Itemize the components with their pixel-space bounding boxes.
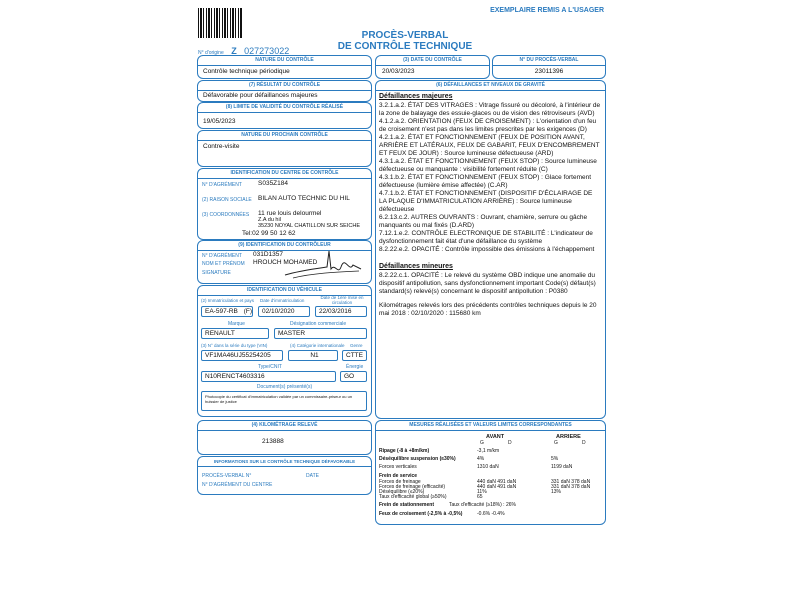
pv-title: N° DU PROCÈS-VERBAL [493, 56, 605, 66]
cat-label: (4) Catégorie internationale [290, 343, 345, 348]
copy-label: EXEMPLAIRE REMIS A L'USAGER [490, 7, 604, 14]
title-line-2: DE CONTRÔLE TECHNIQUE [337, 41, 473, 52]
docs-note: Photocopie du certificat d'immatriculation validée par un commissaire-priseur ou un huissier de justice [205, 394, 353, 404]
marque-field: RENAULT [201, 328, 269, 339]
date-immat-field: 02/10/2020 [258, 306, 310, 317]
date-value: 20/03/2023 [382, 68, 415, 75]
number-label: N° d'origine [198, 50, 224, 56]
front-d: D [508, 440, 512, 446]
measure-front-value: 1310 daN [477, 464, 499, 470]
measure-label: Déséquilibre (≤20%) [379, 489, 425, 495]
defects-title: (6) DÉFAILLANCES ET NIVEAUX DE GRAVITÉ [376, 81, 605, 91]
cat-field: N1 [288, 350, 338, 361]
immat-value: EA-597-RB [205, 308, 238, 315]
unfav-pv-label: PROCÈS-VERBAL N° [202, 473, 252, 479]
major-defect-list [379, 102, 601, 254]
measure-label: Forces de freinage (efficacité) [379, 484, 446, 490]
next-box [197, 130, 372, 167]
type-label: Type/CNIT [258, 364, 282, 370]
minor-heading: Défaillances mineures [379, 263, 453, 270]
validity-box [197, 102, 372, 129]
docs-label: Document(s) présenté(s) [256, 384, 313, 390]
validity-value: 19/05/2023 [203, 118, 236, 125]
measure-front-value: 4% [477, 456, 485, 462]
defect-item: 4.3.1.a.2. ÉTAT ET FONCTIONNEMENT (FEUX STOP) : Source lumineuse défectueuse ou manquante : visibilité fortement réduite (C) [379, 158, 597, 173]
validity-title: (8) LIMITE DE VALIDITÉ DU CONTRÔLE RÉALISÉ [198, 103, 371, 113]
date-immat-label: Date d'immatriculation [260, 298, 305, 303]
designation-field: MASTER [274, 328, 367, 339]
controller-title: (9) IDENTIFICATION DU CONTRÔLEUR [198, 241, 371, 251]
measures-front-header: AVANT [486, 434, 505, 440]
controller-box [197, 240, 372, 284]
result-value: Défavorable pour défaillances majeures [203, 92, 318, 99]
front-g: G [480, 440, 484, 446]
measure-label: Forces de freinage [379, 479, 421, 485]
measure-front-value: Taux d'efficacité (≥18%) : 26% [449, 502, 516, 508]
marque-label: Marque [228, 321, 245, 327]
energie-label: Énergie [346, 364, 364, 370]
title-line-1: PROCÈS-VERBAL [361, 30, 449, 41]
vin-field: VF1MA46UJ55254205 [201, 350, 283, 361]
measure-label: Frein de stationnement [379, 502, 435, 508]
document-number: 027273022 [244, 46, 290, 56]
measure-front-value: 65 [477, 494, 483, 500]
measure-front-value: 440 daN 491 daN [477, 479, 517, 485]
vehicle-box [197, 285, 372, 417]
defect-item: 4.1.2.a.2. ORIENTATION (FEUX DE CROISEMENT) : L'orientation d'un feu de croisement n'est pas dans les limites prescrites par les exigences (D) [379, 118, 597, 133]
measure-front-value: 11% [477, 489, 487, 495]
defect-item: 7.12.1.e.2. CONTRÔLE ELECTRONIQUE DE STABILITÉ : L'indicateur de dysfonctionnement fait état d'une défaillance du système [379, 230, 593, 245]
controller-agrement: 031D1357 [253, 251, 283, 258]
date-first-field: 22/03/2016 [315, 306, 367, 317]
center-coord-label: (3) COORDONNÉES [202, 212, 250, 218]
controller-name-label: NOM ET PRÉNOM [202, 261, 245, 267]
controller-agrement-label: N° D'AGRÉMENT [202, 253, 242, 259]
date-title: (3) DATE DU CONTRÔLE [376, 56, 489, 66]
measure-label: Feux de croisement (-2,5% à -0,5%) [379, 511, 463, 517]
measure-front-value: -3,1 m/km [477, 448, 500, 454]
center-addr1: 11 rue louis delourmel [258, 210, 322, 217]
center-raison: BILAN AUTO TECHNIC DU HIL [258, 195, 350, 202]
date-box [375, 55, 490, 79]
measure-rear-value: 13% [551, 489, 562, 495]
nature-box [197, 55, 372, 79]
defect-item: 8.2.22.e.2. OPACITÉ : Contrôle impossible des émissions à l'échappement [379, 246, 595, 253]
measure-front-value: -0.6% -0.4% [477, 511, 505, 517]
measure-label: Ripage (-8 à +8m/km) [379, 448, 430, 454]
measure-label: Déséquilibre suspension (≤30%) [379, 456, 456, 462]
vin-label: (3) N° dans la série du type (VIN) [201, 343, 268, 348]
measure-front-value: 440 daN 491 daN [477, 484, 517, 490]
designation-label: Désignation commerciale [290, 321, 347, 327]
nature-title: NATURE DU CONTRÔLE [198, 56, 371, 66]
docs-field [201, 391, 367, 411]
center-agrement: S035Z184 [258, 180, 288, 187]
center-agrement-label: N° D'AGRÉMENT [202, 182, 242, 188]
country-value: (F) [243, 308, 252, 315]
measures-box [375, 420, 606, 525]
center-addr2: Z.A du hil [258, 217, 281, 223]
next-value: Contre-visite [203, 143, 240, 150]
center-addr3: 35230 NOYAL CHATILLON SUR SEICHE [258, 223, 360, 229]
rear-g: G [554, 440, 558, 446]
date-first-label: Date de 1ère mise en circulation [320, 295, 364, 305]
unfav-agrement-label: N° D'AGRÉMENT DU CENTRE [202, 482, 273, 488]
result-box [197, 80, 372, 102]
center-title: IDENTIFICATION DU CENTRE DE CONTRÔLE [198, 169, 371, 179]
major-heading: Défaillances majeures [379, 93, 453, 100]
defect-item: 6.2.13.c.2. AUTRES OUVRANTS : Ouvrant, charnière, serrure ou gâche manquants ou mal fixés (D.ARD) [379, 214, 588, 229]
measure-rear-value: 1199 daN [551, 464, 573, 470]
measures-table [379, 448, 601, 522]
genre-field: CTTE [342, 350, 367, 361]
next-title: NATURE DU PROCHAIN CONTRÔLE [198, 131, 371, 141]
pv-value: 23011396 [534, 68, 564, 75]
measure-label: Taux d'efficacité global (≥50%) [379, 494, 447, 500]
controller-name: HROUCH MOHAMED [253, 259, 318, 266]
measure-rear-value: 5% [551, 456, 559, 462]
controller-sign-label: SIGNATURE [202, 270, 231, 276]
defect-item: 4.7.1.b.2. ÉTAT ET FONCTIONNEMENT (DISPOSITIF D'ÉCLAIRAGE DE LA PLAQUE D'IMMATRICULATION ARRIÈRE) : Source lumineuse défectueuse [379, 190, 593, 213]
defect-item: 8.2.22.c.1. OPACITÉ : Le relevé du système OBD indique une anomalie du dispositif antipollution, sans dysfonctionnement important Code(s) défaut(s) standard(s) relevé(s) concernant le dispositif antipollution : P0380 [379, 272, 596, 295]
nature-value: Contrôle technique périodique [203, 68, 290, 75]
unfav-date-label: DATE [306, 473, 319, 479]
km-history-note: Kilométrages relevés lors des précédents contrôles techniques depuis le 20 mai 2018 : 02/10/2020 : 115680 km [379, 302, 597, 317]
page-title [330, 30, 480, 52]
pv-box [492, 55, 606, 79]
defect-item: 4.3.1.b.2. ÉTAT ET FONCTIONNEMENT (FEUX STOP) : Glace fortement défectueuse (lumière émise affectée) (C.AR) [379, 174, 592, 189]
number-prefix: Z [231, 46, 237, 56]
vehicle-title: IDENTIFICATION DU VÉHICULE [198, 286, 371, 296]
measure-label: Frein de service [379, 473, 418, 479]
type-field: N10RENCT4603316 [201, 371, 336, 382]
measure-rear-value: 331 daN 378 daN [551, 479, 591, 485]
unfav-box [197, 456, 372, 495]
minor-defect-list [379, 272, 601, 296]
center-tel: Tel:02 99 50 12 62 [242, 230, 296, 237]
defects-body [379, 93, 601, 318]
immat-field [201, 306, 253, 317]
defects-box [375, 80, 606, 419]
rear-d: D [582, 440, 586, 446]
energie-field: GO [340, 371, 367, 382]
km-value: 213888 [262, 438, 284, 445]
km-box [197, 420, 372, 455]
center-box [197, 168, 372, 240]
result-title: (7) RÉSULTAT DU CONTRÔLE [198, 81, 371, 91]
measures-title: MESURES RÉALISÉES ET VALEURS LIMITES CORRESPONDANTES [376, 421, 605, 431]
measure-label: Forces verticales [379, 464, 417, 470]
signature-image [283, 245, 363, 281]
unfav-title: INFORMATIONS SUR LE CONTRÔLE TECHNIQUE DÉFAVORABLE [198, 457, 371, 467]
measures-rear-header: ARRIERE [556, 434, 581, 440]
defect-item: 3.2.1.a.2. ÉTAT DES VITRAGES : Vitrage fissuré ou décoloré, à l'intérieur de la zone de balayage des essuie-glaces ou de vision des rétroviseurs (AVD) [379, 102, 601, 117]
defect-item: 4.2.1.a.2. ÉTAT ET FONCTIONNEMENT (FEUX DE POSITION AVANT, ARRIÈRE ET LATÉRAUX, FEUX DE GABARIT, FEUX D'ENCOMBREMENT ET FEUX DE JOUR) : Source lumineuse défectueuse (ARD) [379, 134, 600, 157]
barcode [198, 8, 243, 38]
km-title: (4) KILOMÉTRAGE RELEVÉ [198, 421, 371, 431]
center-raison-label: (2) RAISON SOCIALE [202, 197, 252, 203]
immat-label: (2) Immatriculation et pays [201, 298, 255, 303]
genre-label: Genre [350, 343, 363, 348]
measure-rear-value: 331 daN 378 daN [551, 484, 591, 490]
